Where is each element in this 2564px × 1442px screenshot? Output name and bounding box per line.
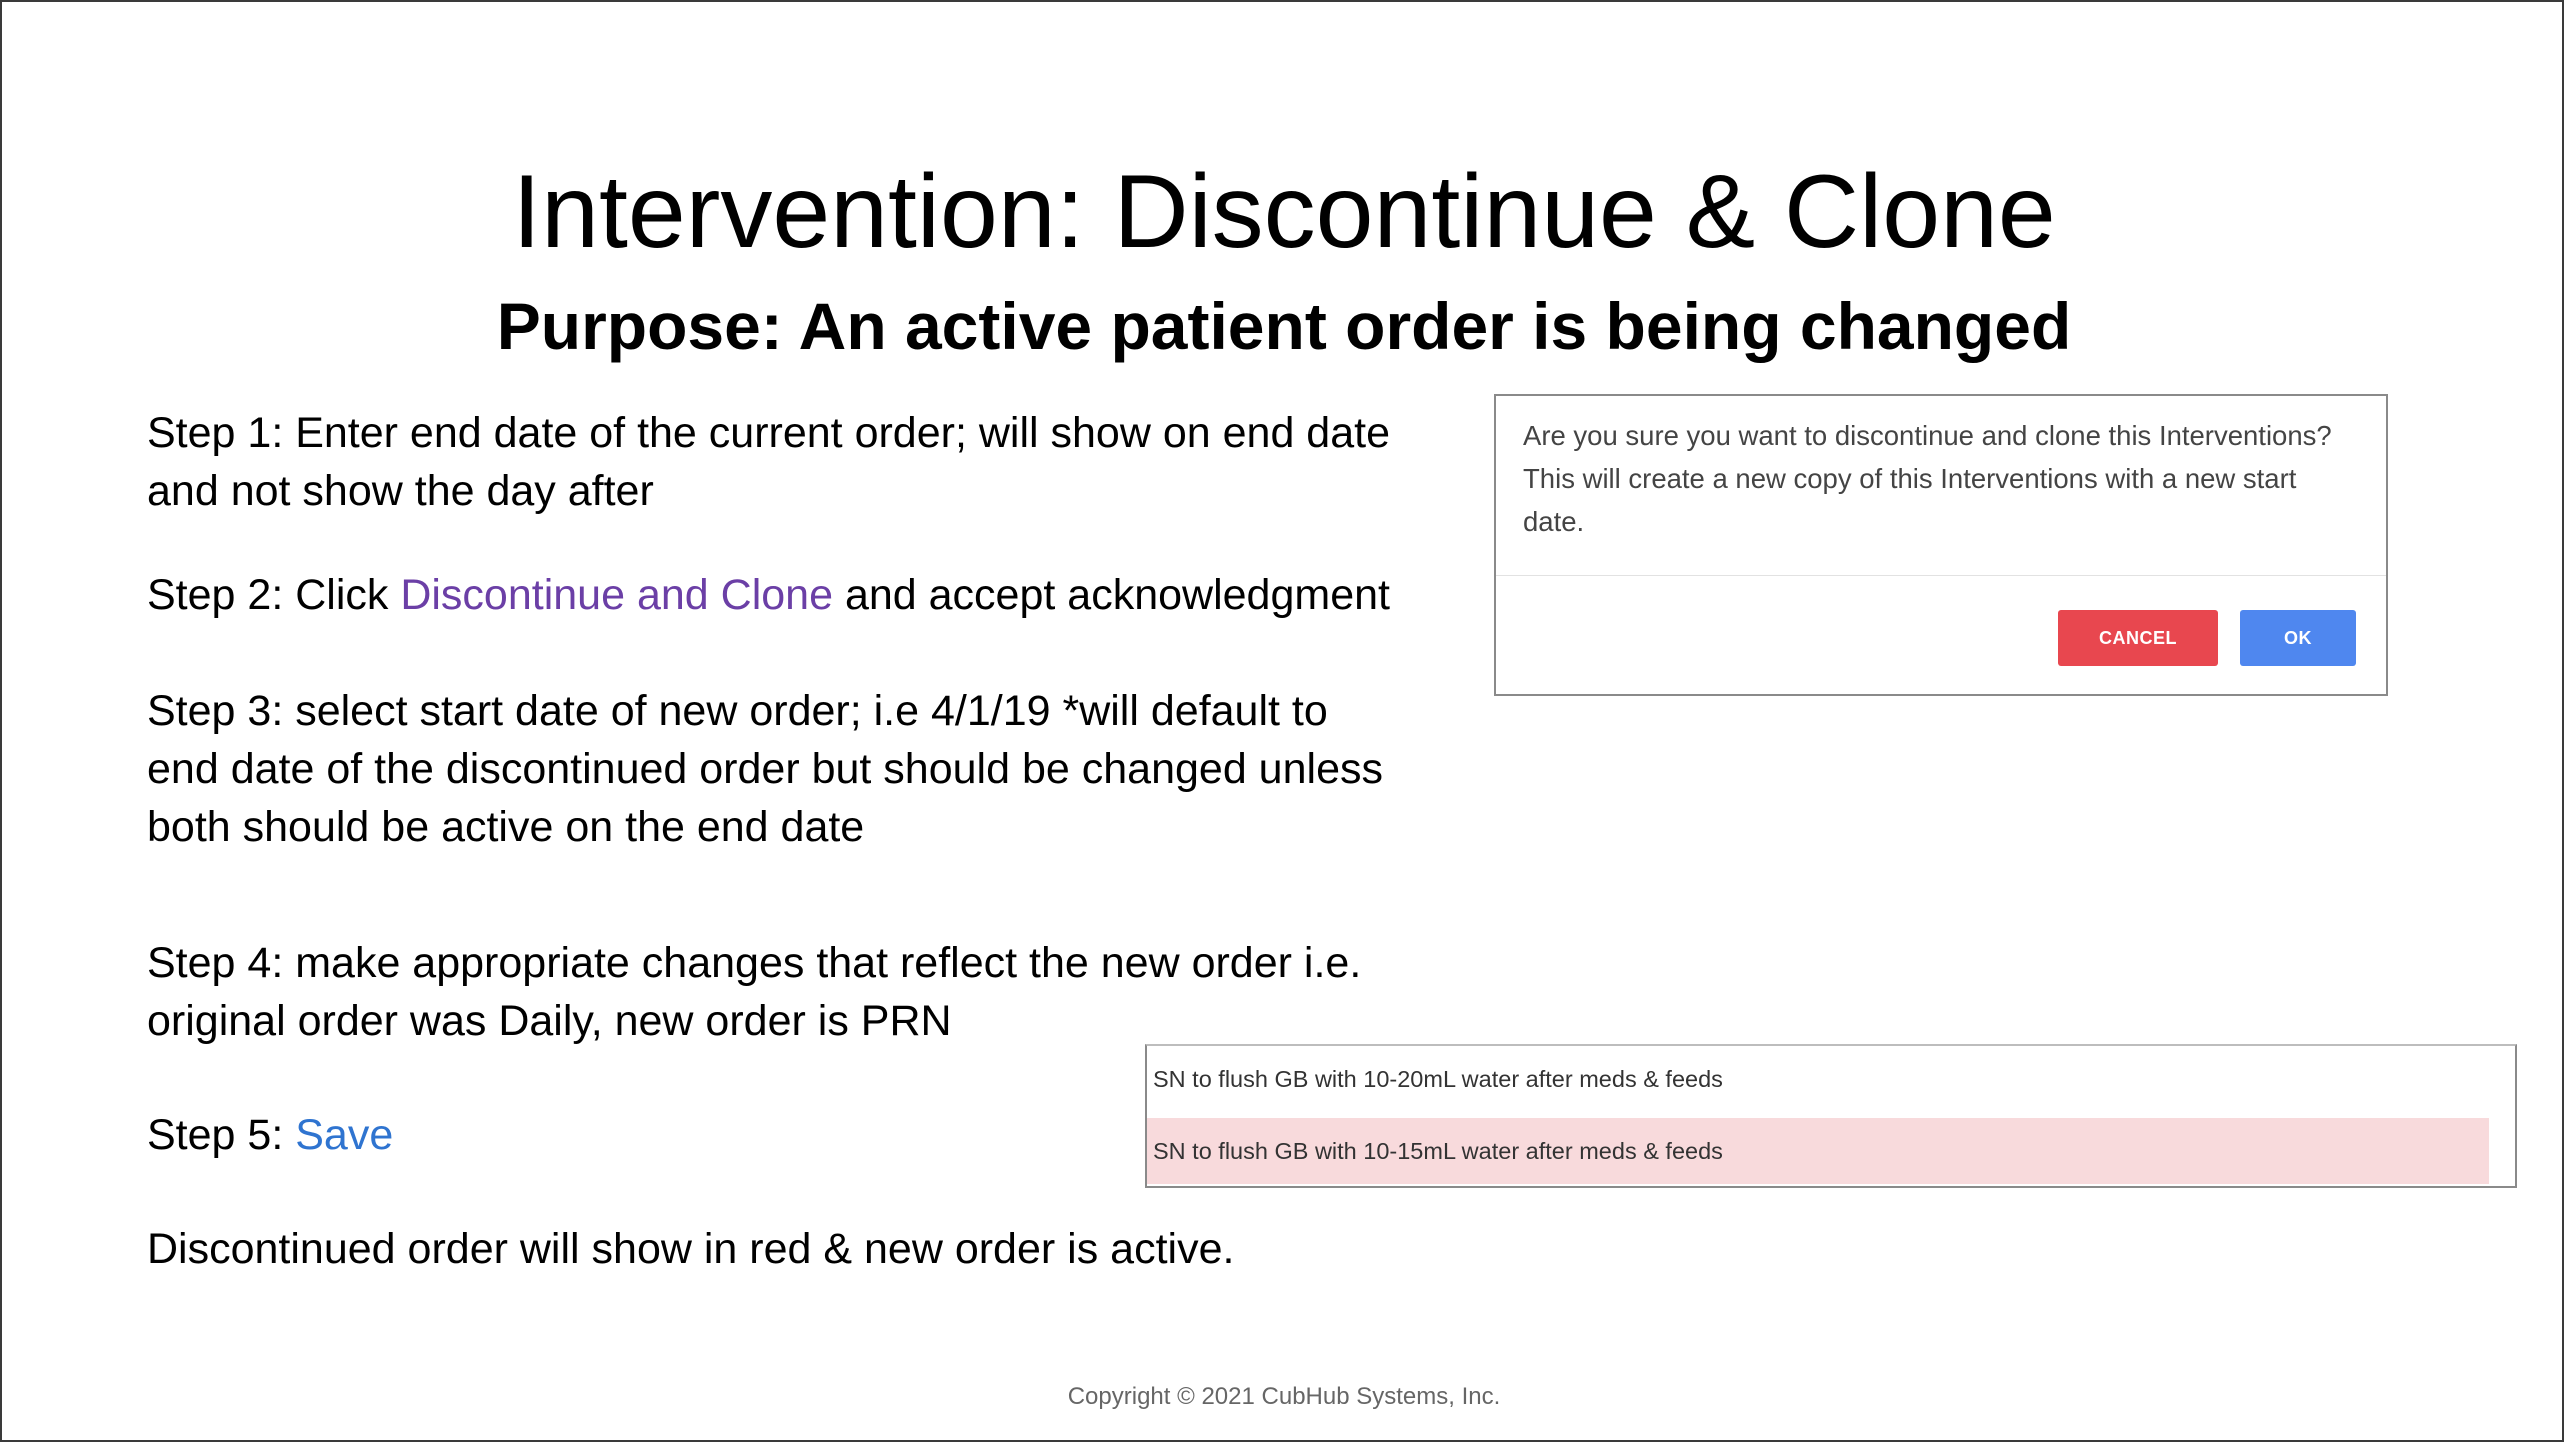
orders-list	[1145, 1044, 2517, 1188]
cancel-button[interactable]: CANCEL	[2058, 610, 2218, 666]
step-3-line-3: both should be active on the end date	[147, 803, 865, 851]
step-2	[147, 566, 1467, 624]
dialog-divider	[1496, 575, 2386, 576]
save-link[interactable]: Save	[295, 1111, 394, 1159]
step-4	[147, 934, 1467, 1050]
dialog-message-line-3: date.	[1523, 506, 1585, 537]
slide-title: Intervention: Discontinue & Clone	[512, 154, 2056, 270]
step-1-line-1: Step 1: Enter end date of the current order; will show on end date	[147, 409, 1390, 457]
step-4-line-1: Step 4: make appropriate changes that reflect the new order i.e.	[147, 939, 1362, 987]
step-1	[147, 404, 1467, 520]
step-2-prefix: Step 2: Click	[147, 571, 401, 619]
step-3	[147, 682, 1467, 856]
step-3-line-2: end date of the discontinued order but should be changed unless	[147, 745, 1383, 793]
discontinue-and-clone-link[interactable]: Discontinue and Clone	[400, 571, 833, 619]
dialog-message-line-2: This will create a new copy of this Interventions with a new start	[1523, 463, 2297, 494]
copyright-footer: Copyright © 2021 CubHub Systems, Inc.	[1067, 1383, 1501, 1410]
step-5-prefix: Step 5:	[147, 1111, 296, 1159]
confirm-dialog	[1494, 394, 2388, 696]
step-1-line-2: and not show the day after	[147, 467, 654, 515]
discontinued-note: Discontinued order will show in red & new order is active.	[147, 1225, 1235, 1273]
step-3-line-1: Step 3: select start date of new order; i.e 4/1/19 *will default to	[147, 687, 1328, 735]
order-row-discontinued[interactable]: SN to flush GB with 10-15mL water after meds & feeds	[1147, 1118, 2489, 1184]
dialog-message-line-1: Are you sure you want to discontinue and clone this Interventions?	[1523, 420, 2332, 451]
dialog-message	[1523, 414, 2363, 543]
slide-subtitle: Purpose: An active patient order is being changed	[496, 289, 2072, 363]
order-row-active[interactable]: SN to flush GB with 10-20mL water after meds & feeds	[1153, 1066, 1723, 1092]
step-2-suffix: and accept acknowledgment	[833, 571, 1390, 619]
ok-button[interactable]: OK	[2240, 610, 2356, 666]
step-4-line-2: original order was Daily, new order is PRN	[147, 997, 952, 1045]
